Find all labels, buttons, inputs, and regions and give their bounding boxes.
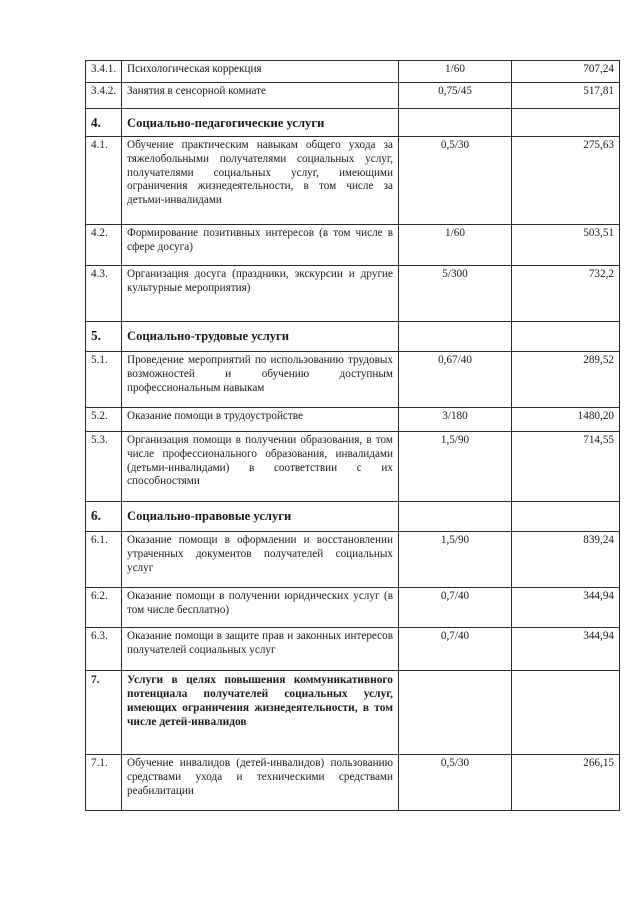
service-name: Психологическая коррекция	[122, 61, 399, 83]
service-price: 275,63	[512, 137, 620, 225]
service-price: 714,55	[512, 432, 620, 502]
row-number: 5.3.	[86, 432, 122, 502]
service-price: 1480,20	[512, 408, 620, 432]
section-row	[86, 322, 620, 352]
table-row	[86, 432, 620, 502]
service-price: 732,2	[512, 266, 620, 322]
empty-cell	[399, 671, 512, 755]
service-price: 289,52	[512, 352, 620, 408]
row-number: 4.1.	[86, 137, 122, 225]
table-row	[86, 532, 620, 588]
row-number: 6.2.	[86, 588, 122, 628]
row-number: 7.1.	[86, 755, 122, 811]
service-name: Занятия в сенсорной комнате	[122, 83, 399, 109]
table-row	[86, 408, 620, 432]
row-number: 5.1.	[86, 352, 122, 408]
service-duration: 1/60	[399, 61, 512, 83]
section-row	[86, 671, 620, 755]
service-duration: 3/180	[399, 408, 512, 432]
service-name: Проведение мероприятий по использованию трудовых возможностей и обучению доступным профессиональным навыкам	[122, 352, 399, 408]
empty-cell	[512, 109, 620, 137]
section-title: Социально-педагогические услуги	[122, 109, 399, 137]
table-row	[86, 352, 620, 408]
service-name: Обучение инвалидов (детей-инвалидов) пользованию средствами ухода и техническими средствами реабилитации	[122, 755, 399, 811]
empty-cell	[512, 322, 620, 352]
service-price: 839,24	[512, 532, 620, 588]
table-row	[86, 61, 620, 83]
service-duration: 0,7/40	[399, 628, 512, 671]
service-name: Оказание помощи в защите прав и законных интересов получателей социальных услуг	[122, 628, 399, 671]
section-title: Социально-трудовые услуги	[122, 322, 399, 352]
service-name: Оказание помощи в оформлении и восстановлении утраченных документов получателей социальных услуг	[122, 532, 399, 588]
service-duration: 0,5/30	[399, 755, 512, 811]
section-row	[86, 502, 620, 532]
empty-cell	[512, 502, 620, 532]
service-duration: 1,5/90	[399, 432, 512, 502]
row-number: 4.3.	[86, 266, 122, 322]
table-row	[86, 266, 620, 322]
section-title: Услуги в целях повышения коммуникативного потенциала получателей социальных услуг, имеющих ограничения жизнедеятельности, в том числе детей-инвалидов	[122, 671, 399, 755]
service-name: Организация помощи в получении образования, в том числе профессионального образования, инвалидами (детьми-инвалидами) в соответствии с их способностями	[122, 432, 399, 502]
empty-cell	[399, 109, 512, 137]
section-number: 4.	[86, 109, 122, 137]
empty-cell	[512, 671, 620, 755]
service-duration: 1,5/90	[399, 532, 512, 588]
service-price: 344,94	[512, 588, 620, 628]
service-price: 707,24	[512, 61, 620, 83]
service-duration: 0,5/30	[399, 137, 512, 225]
services-price-table	[85, 60, 620, 811]
service-name: Оказание помощи в трудоустройстве	[122, 408, 399, 432]
table-row	[86, 588, 620, 628]
table-row	[86, 755, 620, 811]
table-row	[86, 628, 620, 671]
row-number: 6.3.	[86, 628, 122, 671]
section-number: 6.	[86, 502, 122, 532]
empty-cell	[399, 322, 512, 352]
table-row	[86, 137, 620, 225]
service-duration: 1/60	[399, 225, 512, 266]
table-row	[86, 83, 620, 109]
section-number: 7.	[86, 671, 122, 755]
service-name: Оказание помощи в получении юридических услуг (в том числе бесплатно)	[122, 588, 399, 628]
service-name: Обучение практическим навыкам общего ухода за тяжелобольными получателями социальных услуг, получателями социальных услуг, имеющими ограничения жизнедеятельности, в том числе за детьми-инвалидами	[122, 137, 399, 225]
row-number: 6.1.	[86, 532, 122, 588]
section-number: 5.	[86, 322, 122, 352]
empty-cell	[399, 502, 512, 532]
service-price: 344,94	[512, 628, 620, 671]
service-price: 503,51	[512, 225, 620, 266]
row-number: 5.2.	[86, 408, 122, 432]
table-row	[86, 225, 620, 266]
row-number: 3.4.1.	[86, 61, 122, 83]
service-price: 517,81	[512, 83, 620, 109]
row-number: 3.4.2.	[86, 83, 122, 109]
section-row	[86, 109, 620, 137]
service-duration: 5/300	[399, 266, 512, 322]
service-name: Формирование позитивных интересов (в том числе в сфере досуга)	[122, 225, 399, 266]
service-duration: 0,67/40	[399, 352, 512, 408]
section-title: Социально-правовые услуги	[122, 502, 399, 532]
service-duration: 0,7/40	[399, 588, 512, 628]
service-name: Организация досуга (праздники, экскурсии и другие культурные мероприятия)	[122, 266, 399, 322]
service-price: 266,15	[512, 755, 620, 811]
service-duration: 0,75/45	[399, 83, 512, 109]
row-number: 4.2.	[86, 225, 122, 266]
